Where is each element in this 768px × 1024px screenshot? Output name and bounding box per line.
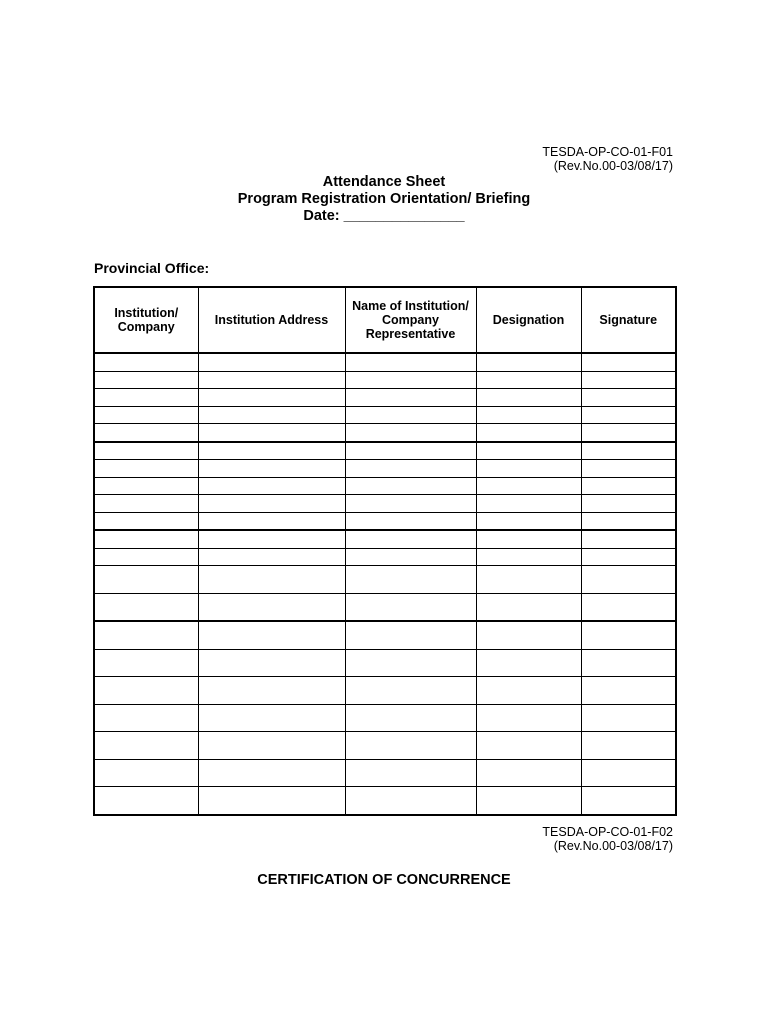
table-cell[interactable] (198, 406, 345, 424)
table-cell[interactable] (581, 732, 676, 760)
table-row (94, 477, 676, 495)
header-designation: Designation (476, 287, 581, 353)
table-cell[interactable] (476, 649, 581, 677)
table-cell[interactable] (345, 530, 476, 548)
table-cell[interactable] (198, 371, 345, 389)
table-cell[interactable] (476, 512, 581, 530)
table-cell[interactable] (94, 406, 198, 424)
table-cell[interactable] (94, 548, 198, 566)
table-cell[interactable] (94, 512, 198, 530)
table-cell[interactable] (94, 371, 198, 389)
table-cell[interactable] (198, 621, 345, 649)
table-cell[interactable] (345, 548, 476, 566)
table-cell[interactable] (345, 759, 476, 787)
table-cell[interactable] (345, 704, 476, 732)
table-cell[interactable] (198, 353, 345, 371)
date-field: Date: _______________ (303, 208, 465, 224)
table-header-row (94, 287, 676, 353)
table-cell[interactable] (476, 389, 581, 407)
table-cell[interactable] (198, 548, 345, 566)
form-code-block-f01 (542, 145, 673, 173)
table-cell[interactable] (476, 704, 581, 732)
table-cell[interactable] (94, 621, 198, 649)
table-cell[interactable] (581, 621, 676, 649)
header-signature: Signature (581, 287, 676, 353)
table-cell[interactable] (476, 548, 581, 566)
table-cell[interactable] (476, 406, 581, 424)
table-row (94, 621, 676, 649)
table-row (94, 442, 676, 460)
table-cell[interactable] (345, 787, 476, 815)
document-title-block (0, 174, 768, 225)
table-row (94, 495, 676, 513)
table-cell[interactable] (94, 460, 198, 478)
table-cell[interactable] (198, 495, 345, 513)
table-row (94, 593, 676, 621)
table-cell[interactable] (476, 621, 581, 649)
table-cell[interactable] (94, 787, 198, 815)
header-representative-name: Name of Institution/ Company Representative (345, 287, 476, 353)
table-cell[interactable] (581, 495, 676, 513)
table-cell[interactable] (476, 477, 581, 495)
form-code-block-f02 (542, 825, 673, 853)
table-cell[interactable] (581, 530, 676, 548)
table-cell[interactable] (581, 704, 676, 732)
table-cell[interactable] (94, 495, 198, 513)
table-cell[interactable] (94, 704, 198, 732)
table-cell[interactable] (198, 787, 345, 815)
table-row (94, 566, 676, 594)
table-cell[interactable] (345, 477, 476, 495)
table-cell[interactable] (581, 649, 676, 677)
table-cell[interactable] (581, 787, 676, 815)
form-revision: (Rev.No.00-03/08/17) (553, 839, 673, 853)
table-cell[interactable] (94, 593, 198, 621)
table-cell[interactable] (581, 677, 676, 705)
table-cell[interactable] (198, 677, 345, 705)
table-cell[interactable] (345, 621, 476, 649)
table-cell[interactable] (476, 495, 581, 513)
table-cell[interactable] (345, 460, 476, 478)
table-row (94, 677, 676, 705)
table-cell[interactable] (345, 593, 476, 621)
table-cell[interactable] (581, 566, 676, 594)
table-row (94, 424, 676, 442)
table-cell[interactable] (476, 530, 581, 548)
document-title: Attendance Sheet (322, 174, 446, 190)
table-cell[interactable] (198, 442, 345, 460)
table-cell[interactable] (345, 495, 476, 513)
table-cell[interactable] (581, 371, 676, 389)
table-cell[interactable] (94, 530, 198, 548)
table-row (94, 371, 676, 389)
table-cell[interactable] (476, 460, 581, 478)
table-cell[interactable] (345, 442, 476, 460)
table-cell[interactable] (581, 759, 676, 787)
table-cell[interactable] (345, 406, 476, 424)
table-cell[interactable] (94, 649, 198, 677)
table-cell[interactable] (476, 593, 581, 621)
table-cell[interactable] (345, 732, 476, 760)
table-cell[interactable] (345, 353, 476, 371)
table-cell[interactable] (94, 442, 198, 460)
table-cell[interactable] (198, 389, 345, 407)
table-cell[interactable] (94, 353, 198, 371)
attendance-table (93, 286, 677, 816)
table-row (94, 389, 676, 407)
table-cell[interactable] (581, 424, 676, 442)
table-cell[interactable] (345, 512, 476, 530)
table-cell[interactable] (198, 759, 345, 787)
table-row (94, 759, 676, 787)
table-row (94, 548, 676, 566)
table-cell[interactable] (94, 732, 198, 760)
form-code: TESDA-OP-CO-01-F01 (542, 145, 673, 159)
table-cell[interactable] (198, 460, 345, 478)
table-cell[interactable] (345, 677, 476, 705)
table-row (94, 460, 676, 478)
table-cell[interactable] (198, 424, 345, 442)
table-cell[interactable] (581, 512, 676, 530)
table-cell[interactable] (476, 759, 581, 787)
table-cell[interactable] (345, 389, 476, 407)
table-cell[interactable] (198, 732, 345, 760)
header-institution-company: Institution/ Company (94, 287, 198, 353)
table-cell[interactable] (581, 593, 676, 621)
header-institution-address: Institution Address (198, 287, 345, 353)
table-cell[interactable] (94, 566, 198, 594)
certification-title: CERTIFICATION OF CONCURRENCE (257, 872, 511, 888)
table-cell[interactable] (345, 649, 476, 677)
table-cell[interactable] (345, 566, 476, 594)
table-row (94, 787, 676, 815)
table-cell[interactable] (581, 460, 676, 478)
table-cell[interactable] (476, 353, 581, 371)
table-cell[interactable] (345, 371, 476, 389)
table-cell[interactable] (476, 677, 581, 705)
table-row (94, 704, 676, 732)
table-cell[interactable] (476, 566, 581, 594)
table-cell[interactable] (345, 424, 476, 442)
table-cell[interactable] (94, 477, 198, 495)
table-cell[interactable] (198, 477, 345, 495)
table-row (94, 512, 676, 530)
table-row (94, 353, 676, 371)
table-cell[interactable] (581, 389, 676, 407)
table-row (94, 649, 676, 677)
table-cell[interactable] (198, 530, 345, 548)
table-cell[interactable] (198, 649, 345, 677)
form-revision: (Rev.No.00-03/08/17) (553, 159, 673, 173)
table-cell[interactable] (581, 353, 676, 371)
table-cell[interactable] (198, 512, 345, 530)
table-cell[interactable] (94, 677, 198, 705)
form-code: TESDA-OP-CO-01-F02 (542, 825, 673, 839)
table-cell[interactable] (476, 787, 581, 815)
table-cell[interactable] (198, 566, 345, 594)
table-cell[interactable] (198, 593, 345, 621)
table-cell[interactable] (476, 732, 581, 760)
table-row (94, 732, 676, 760)
provincial-office-label: Provincial Office: (94, 260, 210, 276)
document-subtitle: Program Registration Orientation/ Briefing (237, 191, 531, 207)
table-row (94, 406, 676, 424)
table-row (94, 530, 676, 548)
table-cell[interactable] (581, 406, 676, 424)
table-cell[interactable] (476, 371, 581, 389)
table-cell[interactable] (581, 548, 676, 566)
table-cell[interactable] (198, 704, 345, 732)
table-cell[interactable] (581, 442, 676, 460)
table-cell[interactable] (476, 424, 581, 442)
table-cell[interactable] (94, 759, 198, 787)
table-cell[interactable] (581, 477, 676, 495)
table-cell[interactable] (94, 424, 198, 442)
table-cell[interactable] (94, 389, 198, 407)
table-cell[interactable] (476, 442, 581, 460)
